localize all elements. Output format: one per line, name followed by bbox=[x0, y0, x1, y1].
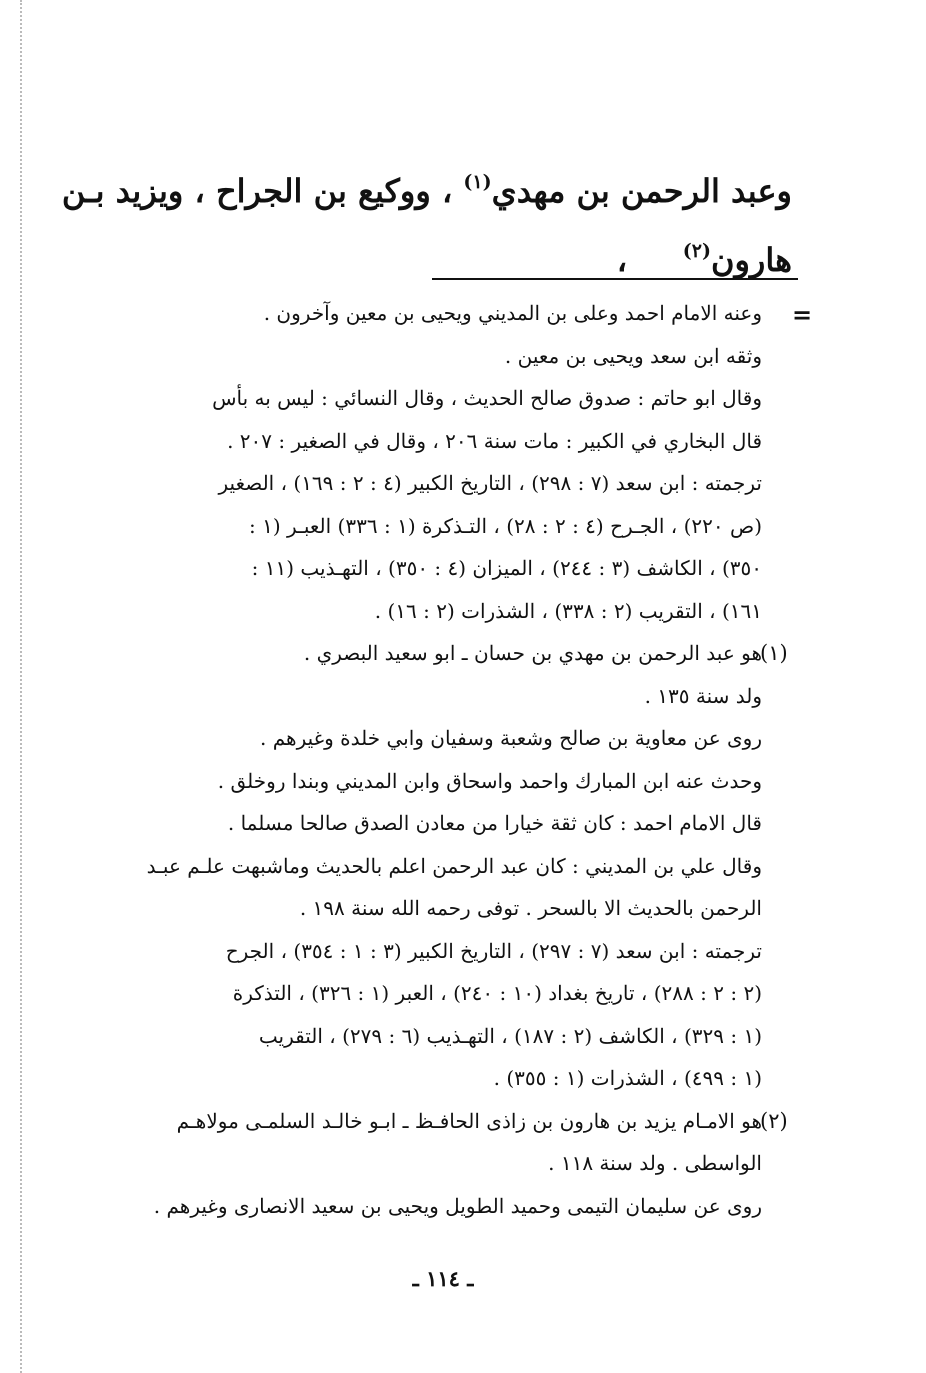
footnote-1-line: (١ : ٤٩٩) ، الشذرات (١ : ٣٥٥) . bbox=[493, 1066, 762, 1090]
footnote-2-number: (٢) bbox=[760, 1109, 788, 1133]
footnote-1-line: وقال علي بن المديني : كان عبد الرحمن اعلم بالحديث وماشبهت علـم عبـد bbox=[146, 853, 762, 878]
main-line-1 bbox=[61, 152, 792, 221]
footnote-1-line: ترجمته : ابن سعد (٧ : ٢٩٧) ، التاريخ الكبير (٣ : ١ : ٣٥٤) ، الجرح bbox=[225, 938, 762, 963]
footnote-2-line: هو الامـام يزيد بن هارون بن زاذى الحافـظ ـ ابـو خالـد السلمـى مولاهـم bbox=[176, 1108, 762, 1133]
footnote-ref-1: (١) bbox=[463, 171, 492, 193]
note-line: وقال ابو حاتم : صدوق صالح الحديث ، وقال النسائي : ليس به بأس bbox=[212, 386, 762, 410]
footnote-1-line: ولد سنة ١٣٥ . bbox=[644, 683, 762, 708]
footnote-1-line: روى عن معاوية بن صالح وشعبة وسفيان وابي خلدة وغيرهم . bbox=[260, 726, 762, 750]
note-line: (ص ٢٢٠) ، الجـرح (٤ : ٢ : ٢٨) ، التـذكرة (١ : ٣٣٦) العبـر (١ : bbox=[248, 513, 762, 538]
note-line: وثقه ابن سعد ويحيى بن معين . bbox=[504, 343, 762, 368]
footnotes bbox=[87, 292, 762, 1227]
note-line: ترجمته : ابن سعد (٧ : ٢٩٨) ، التاريخ الكبير (٤ : ٢ : ١٦٩) ، الصغير bbox=[218, 471, 762, 495]
main-text bbox=[61, 152, 792, 290]
footnote-1-line: وحدث عنه ابن المبارك واحمد واسحاق وابن المديني وبندا روخلق . bbox=[217, 768, 762, 793]
note-line: قال البخاري في الكبير : مات سنة ٢٠٦ ، وقال في الصغير : ٢٠٧ . bbox=[227, 428, 762, 453]
note-line: ١٦١) ، التقريب (٢ : ٣٣٨) ، الشذرات (٢ : ١٦) . bbox=[374, 598, 762, 623]
main-line-1-text-b: ، ووكيع بن الجراح ، ويزيد بـن bbox=[61, 172, 453, 210]
footnote-1-line: (١ : ٣٢٩) ، الكاشف (٢ : ١٨٧) ، التهـذيب (٦ : ٢٧٩) ، التقريب bbox=[258, 1023, 762, 1048]
footnote-1-number: (١) bbox=[760, 641, 788, 665]
main-line-2-text-b: ، bbox=[616, 241, 628, 279]
scan-edge-dots bbox=[20, 0, 22, 1373]
footnote-2-line: روى عن سليمان التيمى وحميد الطويل ويحيى بن سعيد الانصارى وغيرهم . bbox=[153, 1193, 762, 1218]
footnote-1-line: هو عبد الرحمن بن مهدي بن حسان ـ ابو سعيد البصري . bbox=[303, 641, 762, 665]
footnote-1-line: الرحمن بالحديث الا بالسحر . توفى رحمه الله سنة ١٩٨ . bbox=[299, 896, 762, 920]
footnote-1-line: قال الامام احمد : كان ثقة خيارا من معادن الصدق صالحا مسلما . bbox=[227, 811, 762, 835]
note-line: ٣٥٠) ، الكاشف (٣ : ٢٤٤) ، الميزان (٤ : ٣٥٠) ، التهـذيب (١١ : bbox=[251, 556, 762, 580]
continuation-mark: = bbox=[792, 300, 813, 329]
note-line: وعنه الامام احمد وعلى بن المديني ويحيى بن معين وآخرون . bbox=[263, 301, 762, 325]
footnote-1-line: (٢ : ٢ : ٢٨٨) ، تاريخ بغداد (١٠ : ٢٤٠) ، العبر (١ : ٣٢٦) ، التذكرة bbox=[232, 981, 762, 1005]
main-line-2-text-a: هارون bbox=[710, 241, 792, 279]
footnote-ref-2: (٢) bbox=[682, 240, 711, 262]
footnote-separator bbox=[432, 278, 798, 280]
main-line-1-text-a: وعبد الرحمن بن مهدي bbox=[491, 172, 792, 210]
footnote-2-line: الواسطى . ولد سنة ١١٨ . bbox=[548, 1151, 762, 1175]
page-number: ـ ١١٤ ـ bbox=[412, 1266, 474, 1291]
